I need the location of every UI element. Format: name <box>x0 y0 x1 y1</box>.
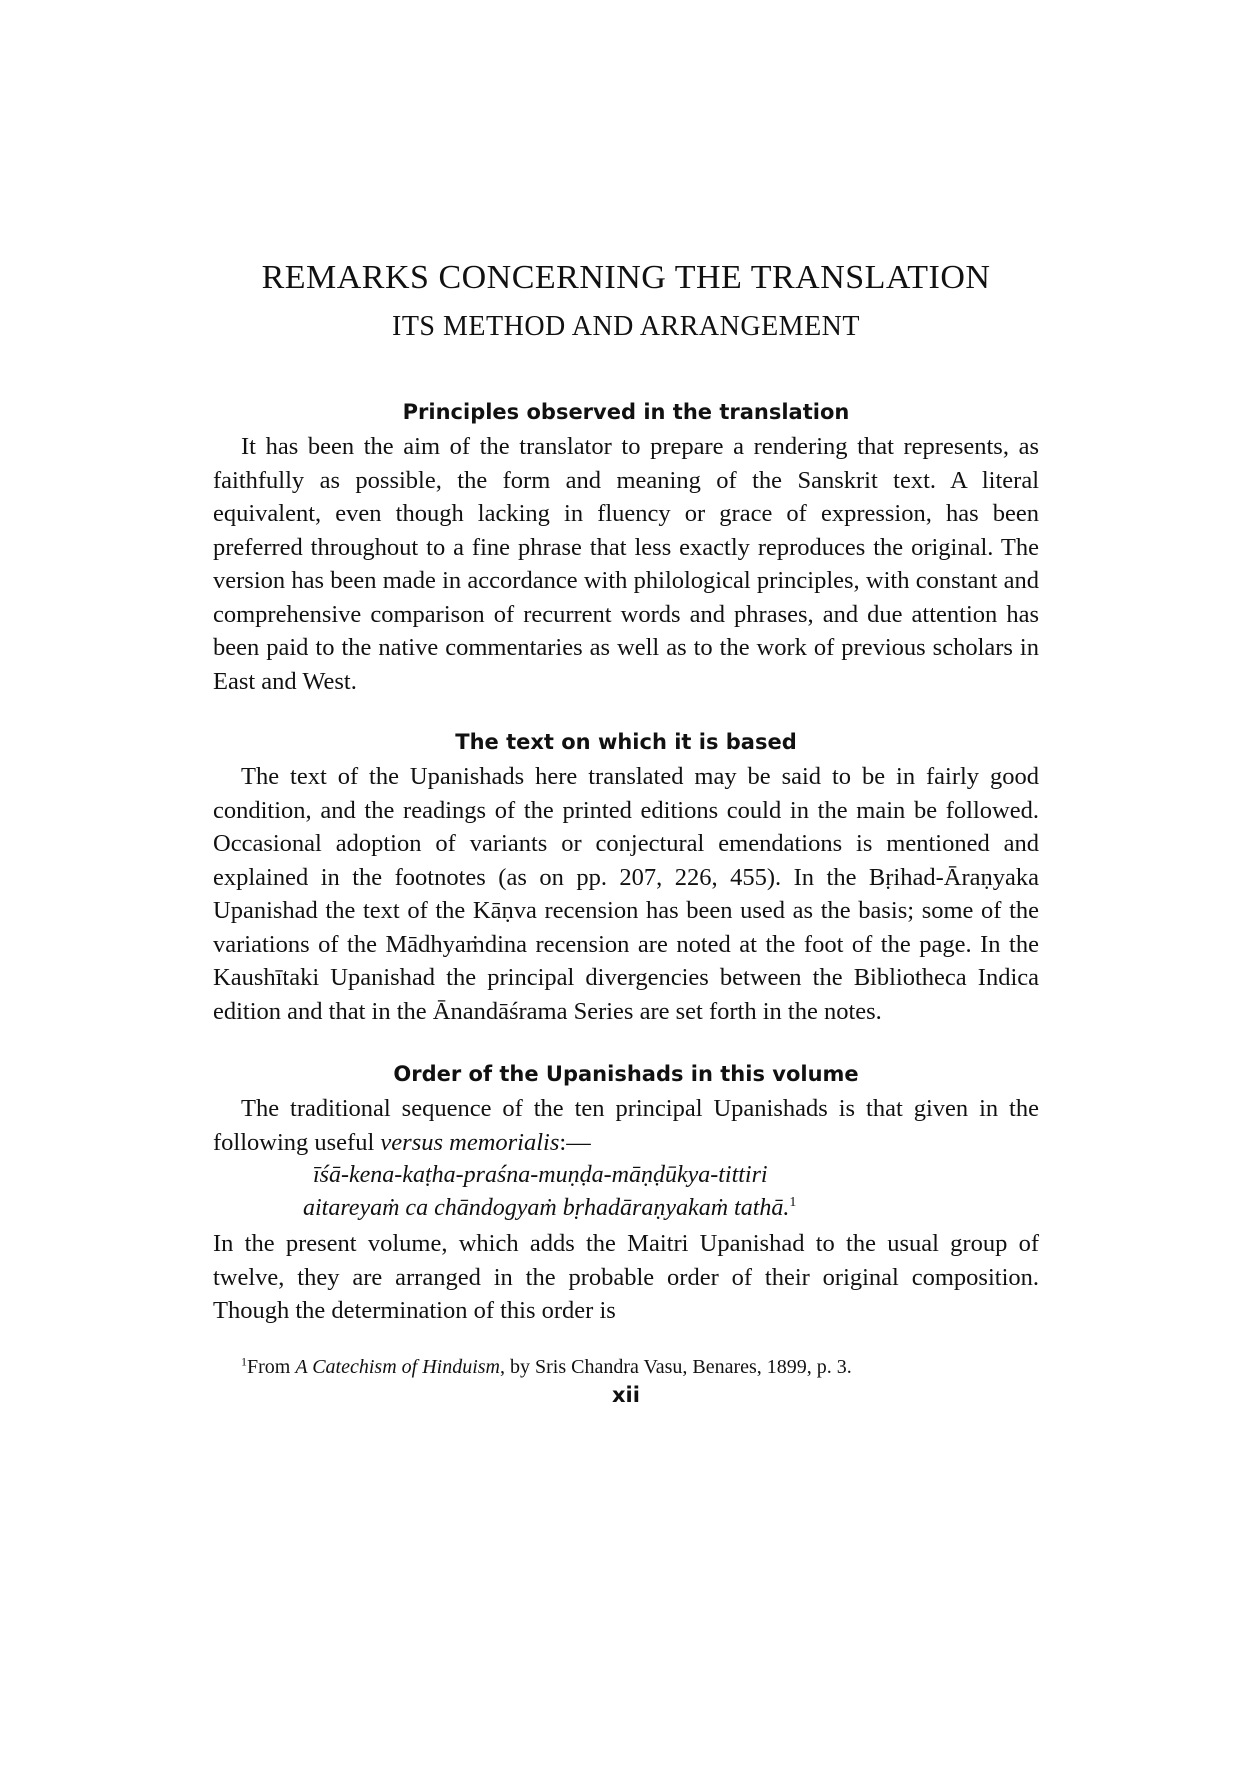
footnote-book-title: A Catechism of Hinduism <box>295 1355 500 1378</box>
verse-line-1: īśā-kena-kaṭha-praśna-muṇḍa-māṇḍūkya-tittiri <box>313 1162 768 1188</box>
page-title: REMARKS CONCERNING THE TRANSLATION <box>261 259 991 296</box>
order-intro-end: :— <box>559 1128 591 1156</box>
footnote-reference[interactable]: 1 <box>789 1195 797 1210</box>
page-number: xii <box>612 1382 640 1407</box>
footnote-citation: , by Sris Chandra Vasu, Benares, 1899, p. 3. <box>499 1355 852 1378</box>
order-intro-text: The traditional sequence of the ten principal Upanishads is that given in the following useful <box>213 1095 1039 1156</box>
page <box>213 258 1039 1408</box>
page-subtitle: ITS METHOD AND ARRANGEMENT <box>392 311 860 342</box>
section-paragraph-order-closing: In the present volume, which adds the Maitri Upanishad to the usual group of twelve, they are arranged in the probable order of their original composition. Though the determination of this order is <box>213 1230 1039 1324</box>
section-paragraph-order-intro <box>213 1092 1039 1159</box>
section-paragraph-principles: It has been the aim of the translator to prepare a rendering that represents, as faithfully as possible, the form and meaning of the Sanskrit text. A literal equivalent, even though lacking in fluency or grace of expression, has been preferred throughout to a fine phrase that less exactly reproduces the original. The version has been made in accordance with philological principles, with constant and comprehensive comparison of recurrent words and phrases, and due attention has been paid to the native commentaries as well as to the work of previous scholars in East and West. <box>213 433 1039 695</box>
section-heading-text-basis: The text on which it is based <box>455 730 797 754</box>
footnote-prefix: From <box>247 1355 296 1378</box>
section-paragraph-text-basis: The text of the Upanishads here translated may be said to be in fairly good condition, and the readings of the printed editions could in the main be followed. Occasional adoption of variants or conjectural emendations is mentioned and explained in the footnotes (as on pp. 207, 226, 455). In the Bṛihad-Āraṇyaka Upanishad the text of the Kāṇva recension has been used as the basis; some of the variations of the Mādhyaṁdina recension are noted at the foot of the page. In the Kaushītaki Upanishad the principal divergencies between the Bibliotheca Indica edition and that in the Ānandāśrama Series are set forth in the notes. <box>213 763 1039 1025</box>
verse-line-2-text: aitareyaṁ ca chāndogyaṁ bṛhadāraṇyakaṁ tathā. <box>303 1195 790 1221</box>
footnote <box>213 1354 1039 1380</box>
footnote-mark: 1 <box>241 1353 247 1368</box>
versus-memorialis-term: versus memorialis <box>380 1128 560 1156</box>
verse-line-2 <box>213 1192 1039 1225</box>
section-heading-order: Order of the Upanishads in this volume <box>393 1062 859 1086</box>
section-heading-principles: Principles observed in the translation <box>402 400 850 424</box>
